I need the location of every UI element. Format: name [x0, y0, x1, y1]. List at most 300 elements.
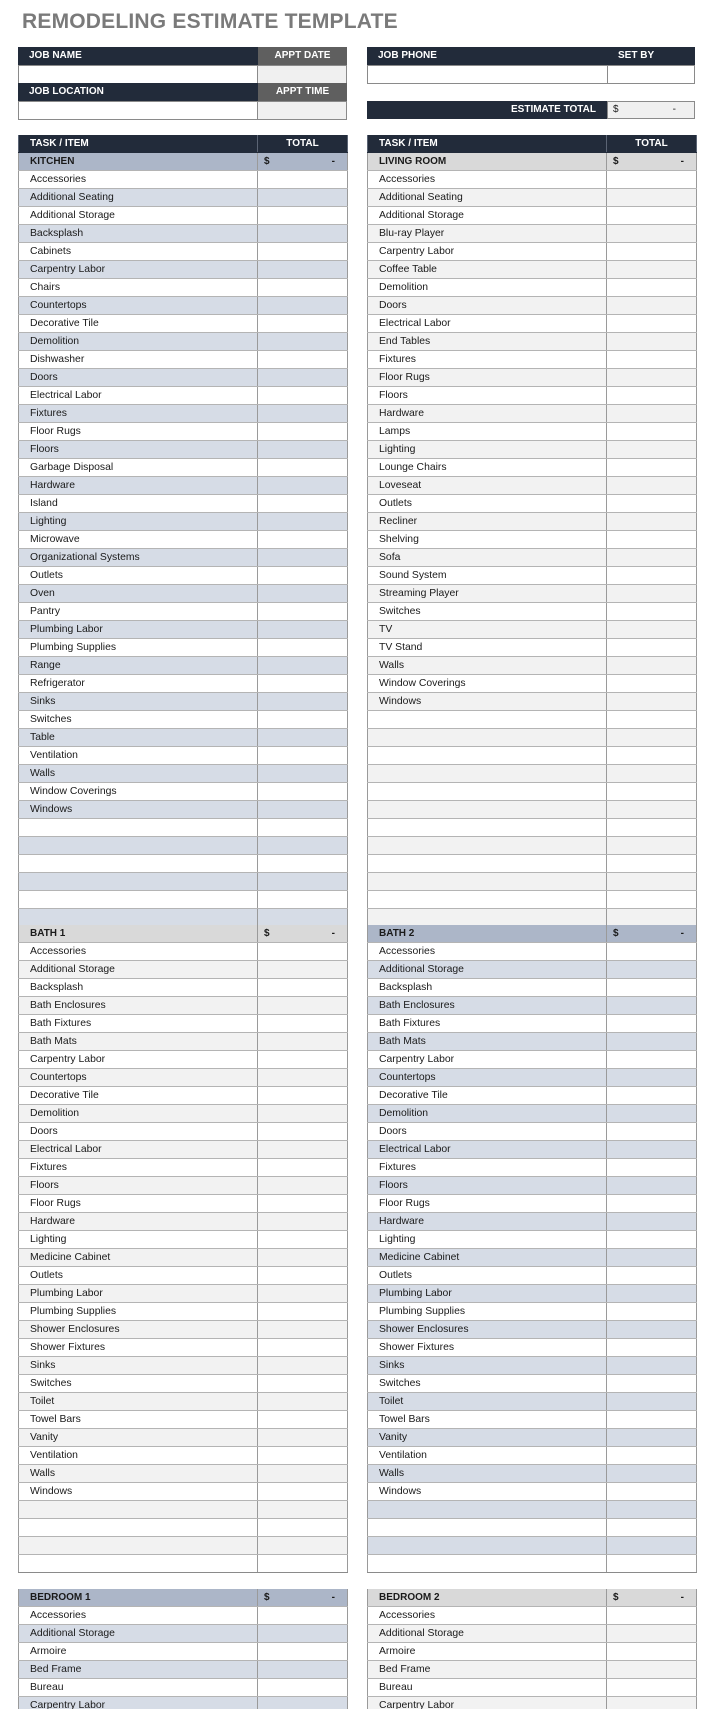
appt-date-field[interactable] — [257, 65, 347, 84]
item-name-cell[interactable] — [367, 837, 607, 854]
item-total-cell[interactable] — [258, 675, 348, 692]
item-name-cell[interactable]: Carpentry Labor — [18, 261, 258, 278]
item-name-cell[interactable] — [367, 891, 607, 908]
item-total-cell[interactable] — [607, 693, 697, 710]
item-name-cell[interactable] — [367, 873, 607, 890]
item-total-cell[interactable] — [607, 1087, 697, 1104]
item-total-cell[interactable] — [607, 979, 697, 996]
item-total-cell[interactable] — [607, 1519, 697, 1536]
item-total-cell[interactable] — [607, 351, 697, 368]
item-name-cell[interactable]: Doors — [367, 297, 607, 314]
item-name-cell[interactable]: Backsplash — [18, 225, 258, 242]
item-total-cell[interactable] — [258, 459, 348, 476]
item-total-cell[interactable] — [607, 1285, 697, 1302]
item-total-cell[interactable] — [258, 801, 348, 818]
item-total-cell[interactable] — [258, 1033, 348, 1050]
item-total-cell[interactable] — [258, 279, 348, 296]
item-total-cell[interactable] — [607, 819, 697, 836]
item-total-cell[interactable] — [607, 1195, 697, 1212]
item-total-cell[interactable] — [607, 747, 697, 764]
item-name-cell[interactable]: Toilet — [367, 1393, 607, 1410]
item-name-cell[interactable] — [367, 801, 607, 818]
item-name-cell[interactable]: Backsplash — [367, 979, 607, 996]
item-name-cell[interactable] — [367, 1555, 607, 1572]
item-total-cell[interactable] — [258, 855, 348, 872]
item-total-cell[interactable] — [607, 225, 697, 242]
item-name-cell[interactable]: Medicine Cabinet — [367, 1249, 607, 1266]
item-name-cell[interactable]: Windows — [367, 1483, 607, 1500]
item-total-cell[interactable] — [258, 1375, 348, 1392]
item-total-cell[interactable] — [607, 1267, 697, 1284]
item-name-cell[interactable]: Streaming Player — [367, 585, 607, 602]
item-name-cell[interactable]: Loveseat — [367, 477, 607, 494]
item-total-cell[interactable] — [607, 585, 697, 602]
item-name-cell[interactable]: Doors — [367, 1123, 607, 1140]
item-name-cell[interactable]: End Tables — [367, 333, 607, 350]
item-name-cell[interactable]: Lighting — [18, 1231, 258, 1248]
item-name-cell[interactable]: Plumbing Labor — [18, 1285, 258, 1302]
item-total-cell[interactable] — [258, 477, 348, 494]
item-name-cell[interactable] — [367, 855, 607, 872]
item-total-cell[interactable] — [258, 1501, 348, 1518]
item-total-cell[interactable] — [607, 1429, 697, 1446]
item-total-cell[interactable] — [258, 873, 348, 890]
item-total-cell[interactable] — [258, 1267, 348, 1284]
item-total-cell[interactable] — [258, 621, 348, 638]
item-total-cell[interactable] — [607, 1679, 697, 1696]
item-name-cell[interactable]: Ventilation — [18, 747, 258, 764]
item-total-cell[interactable] — [607, 1501, 697, 1518]
item-total-cell[interactable] — [258, 711, 348, 728]
item-name-cell[interactable]: Blu-ray Player — [367, 225, 607, 242]
item-total-cell[interactable] — [258, 961, 348, 978]
item-name-cell[interactable]: Doors — [18, 1123, 258, 1140]
item-name-cell[interactable] — [367, 783, 607, 800]
item-total-cell[interactable] — [258, 549, 348, 566]
item-total-cell[interactable] — [258, 423, 348, 440]
item-total-cell[interactable] — [258, 1447, 348, 1464]
item-name-cell[interactable]: Sinks — [18, 1357, 258, 1374]
item-name-cell[interactable]: Decorative Tile — [18, 315, 258, 332]
item-name-cell[interactable] — [18, 1519, 258, 1536]
item-name-cell[interactable]: Fixtures — [367, 351, 607, 368]
item-total-cell[interactable] — [258, 405, 348, 422]
item-name-cell[interactable]: Floors — [367, 1177, 607, 1194]
item-name-cell[interactable]: Shower Enclosures — [18, 1321, 258, 1338]
item-name-cell[interactable]: Demolition — [367, 1105, 607, 1122]
item-total-cell[interactable] — [607, 531, 697, 548]
item-name-cell[interactable]: Floor Rugs — [367, 1195, 607, 1212]
item-name-cell[interactable]: Demolition — [18, 333, 258, 350]
item-name-cell[interactable]: Lighting — [367, 441, 607, 458]
item-name-cell[interactable]: Accessories — [18, 943, 258, 960]
item-total-cell[interactable] — [607, 1625, 697, 1642]
item-total-cell[interactable] — [607, 855, 697, 872]
item-total-cell[interactable] — [258, 1697, 348, 1709]
item-total-cell[interactable] — [607, 1411, 697, 1428]
item-total-cell[interactable] — [607, 315, 697, 332]
item-total-cell[interactable] — [258, 1625, 348, 1642]
item-total-cell[interactable] — [258, 1661, 348, 1678]
item-name-cell[interactable]: Switches — [18, 1375, 258, 1392]
item-total-cell[interactable] — [607, 909, 697, 926]
item-name-cell[interactable]: Sinks — [367, 1357, 607, 1374]
item-total-cell[interactable] — [607, 1213, 697, 1230]
item-total-cell[interactable] — [258, 979, 348, 996]
item-total-cell[interactable] — [258, 1429, 348, 1446]
item-name-cell[interactable]: Floor Rugs — [18, 1195, 258, 1212]
item-total-cell[interactable] — [258, 1159, 348, 1176]
item-total-cell[interactable] — [607, 1697, 697, 1709]
item-total-cell[interactable] — [258, 1483, 348, 1500]
item-name-cell[interactable]: Plumbing Supplies — [18, 639, 258, 656]
item-name-cell[interactable]: Window Coverings — [367, 675, 607, 692]
item-name-cell[interactable] — [18, 1555, 258, 1572]
item-total-cell[interactable] — [607, 1661, 697, 1678]
item-name-cell[interactable]: TV — [367, 621, 607, 638]
item-total-cell[interactable] — [607, 333, 697, 350]
item-name-cell[interactable]: Additional Storage — [367, 1625, 607, 1642]
item-name-cell[interactable]: Hardware — [367, 405, 607, 422]
item-total-cell[interactable] — [607, 1069, 697, 1086]
item-name-cell[interactable]: Hardware — [367, 1213, 607, 1230]
item-total-cell[interactable] — [258, 261, 348, 278]
item-name-cell[interactable]: Hardware — [18, 1213, 258, 1230]
item-total-cell[interactable] — [258, 531, 348, 548]
item-total-cell[interactable] — [258, 1213, 348, 1230]
item-name-cell[interactable]: Countertops — [367, 1069, 607, 1086]
item-total-cell[interactable] — [607, 243, 697, 260]
item-name-cell[interactable] — [367, 909, 607, 926]
job-location-field[interactable] — [18, 101, 258, 120]
item-total-cell[interactable] — [607, 621, 697, 638]
item-total-cell[interactable] — [258, 1069, 348, 1086]
item-total-cell[interactable] — [607, 1357, 697, 1374]
item-name-cell[interactable]: Shower Fixtures — [18, 1339, 258, 1356]
item-name-cell[interactable]: Additional Storage — [18, 1625, 258, 1642]
item-name-cell[interactable]: Floors — [367, 387, 607, 404]
item-total-cell[interactable] — [607, 1393, 697, 1410]
item-name-cell[interactable]: Sinks — [18, 693, 258, 710]
item-total-cell[interactable] — [258, 1141, 348, 1158]
item-total-cell[interactable] — [607, 873, 697, 890]
item-total-cell[interactable] — [607, 189, 697, 206]
item-total-cell[interactable] — [258, 909, 348, 926]
item-name-cell[interactable]: Electrical Labor — [18, 1141, 258, 1158]
item-name-cell[interactable]: Oven — [18, 585, 258, 602]
item-total-cell[interactable] — [258, 819, 348, 836]
item-name-cell[interactable]: Hardware — [18, 477, 258, 494]
item-name-cell[interactable]: Accessories — [367, 943, 607, 960]
item-total-cell[interactable] — [607, 1159, 697, 1176]
item-total-cell[interactable] — [258, 1123, 348, 1140]
item-total-cell[interactable] — [258, 1519, 348, 1536]
item-name-cell[interactable]: Lounge Chairs — [367, 459, 607, 476]
item-total-cell[interactable] — [607, 441, 697, 458]
item-name-cell[interactable]: Ventilation — [367, 1447, 607, 1464]
item-name-cell[interactable]: Floor Rugs — [367, 369, 607, 386]
item-total-cell[interactable] — [258, 1231, 348, 1248]
item-total-cell[interactable] — [607, 1339, 697, 1356]
item-name-cell[interactable]: Walls — [367, 1465, 607, 1482]
item-name-cell[interactable]: Windows — [18, 801, 258, 818]
item-name-cell[interactable]: Switches — [367, 1375, 607, 1392]
item-name-cell[interactable]: Plumbing Labor — [18, 621, 258, 638]
set-by-field[interactable] — [607, 65, 695, 84]
item-name-cell[interactable]: Carpentry Labor — [367, 1697, 607, 1709]
item-total-cell[interactable] — [607, 1375, 697, 1392]
item-name-cell[interactable]: Cabinets — [18, 243, 258, 260]
item-total-cell[interactable] — [258, 1285, 348, 1302]
item-total-cell[interactable] — [258, 1105, 348, 1122]
item-name-cell[interactable]: Accessories — [367, 1607, 607, 1624]
item-name-cell[interactable]: Lighting — [367, 1231, 607, 1248]
item-total-cell[interactable] — [258, 1015, 348, 1032]
item-name-cell[interactable]: Demolition — [367, 279, 607, 296]
item-name-cell[interactable]: Additional Seating — [18, 189, 258, 206]
item-total-cell[interactable] — [607, 765, 697, 782]
item-name-cell[interactable]: Shower Enclosures — [367, 1321, 607, 1338]
item-total-cell[interactable] — [258, 1177, 348, 1194]
item-name-cell[interactable]: Coffee Table — [367, 261, 607, 278]
item-name-cell[interactable]: Bureau — [18, 1679, 258, 1696]
item-name-cell[interactable] — [367, 1537, 607, 1554]
item-total-cell[interactable] — [258, 729, 348, 746]
item-name-cell[interactable] — [367, 747, 607, 764]
item-name-cell[interactable]: Bed Frame — [18, 1661, 258, 1678]
item-name-cell[interactable]: Carpentry Labor — [18, 1051, 258, 1068]
appt-time-field[interactable] — [257, 101, 347, 120]
item-name-cell[interactable]: Walls — [18, 1465, 258, 1482]
item-total-cell[interactable] — [258, 171, 348, 188]
item-name-cell[interactable] — [18, 855, 258, 872]
item-name-cell[interactable]: Vanity — [367, 1429, 607, 1446]
job-name-field[interactable] — [18, 65, 258, 84]
item-name-cell[interactable]: Bath Fixtures — [367, 1015, 607, 1032]
item-total-cell[interactable] — [258, 1249, 348, 1266]
item-total-cell[interactable] — [258, 351, 348, 368]
item-total-cell[interactable] — [258, 315, 348, 332]
item-name-cell[interactable]: Switches — [18, 711, 258, 728]
item-total-cell[interactable] — [258, 997, 348, 1014]
item-name-cell[interactable]: Accessories — [367, 171, 607, 188]
item-total-cell[interactable] — [607, 477, 697, 494]
item-name-cell[interactable]: Carpentry Labor — [367, 1051, 607, 1068]
item-name-cell[interactable]: Demolition — [18, 1105, 258, 1122]
item-name-cell[interactable]: Windows — [18, 1483, 258, 1500]
item-total-cell[interactable] — [607, 1607, 697, 1624]
item-total-cell[interactable] — [607, 1231, 697, 1248]
item-name-cell[interactable] — [367, 1501, 607, 1518]
item-name-cell[interactable]: Decorative Tile — [367, 1087, 607, 1104]
item-total-cell[interactable] — [607, 1643, 697, 1660]
item-name-cell[interactable]: Bureau — [367, 1679, 607, 1696]
item-name-cell[interactable]: Bath Enclosures — [18, 997, 258, 1014]
item-name-cell[interactable]: Outlets — [367, 1267, 607, 1284]
item-total-cell[interactable] — [607, 1303, 697, 1320]
item-name-cell[interactable] — [18, 819, 258, 836]
item-total-cell[interactable] — [258, 297, 348, 314]
item-total-cell[interactable] — [258, 189, 348, 206]
item-name-cell[interactable] — [367, 711, 607, 728]
item-name-cell[interactable]: Additional Storage — [367, 207, 607, 224]
item-total-cell[interactable] — [258, 1195, 348, 1212]
item-name-cell[interactable]: Bath Mats — [18, 1033, 258, 1050]
item-total-cell[interactable] — [258, 1607, 348, 1624]
item-name-cell[interactable]: Outlets — [18, 1267, 258, 1284]
item-name-cell[interactable]: Electrical Labor — [367, 315, 607, 332]
item-name-cell[interactable]: Window Coverings — [18, 783, 258, 800]
item-name-cell[interactable]: Walls — [18, 765, 258, 782]
item-total-cell[interactable] — [258, 1357, 348, 1374]
item-total-cell[interactable] — [607, 279, 697, 296]
item-name-cell[interactable] — [18, 891, 258, 908]
item-name-cell[interactable]: Floors — [18, 1177, 258, 1194]
item-total-cell[interactable] — [607, 657, 697, 674]
item-name-cell[interactable]: Decorative Tile — [18, 1087, 258, 1104]
item-name-cell[interactable]: Floors — [18, 441, 258, 458]
item-total-cell[interactable] — [607, 837, 697, 854]
item-name-cell[interactable]: Organizational Systems — [18, 549, 258, 566]
item-name-cell[interactable]: Walls — [367, 657, 607, 674]
item-total-cell[interactable] — [607, 261, 697, 278]
item-total-cell[interactable] — [258, 603, 348, 620]
item-name-cell[interactable]: Countertops — [18, 1069, 258, 1086]
item-total-cell[interactable] — [607, 405, 697, 422]
item-total-cell[interactable] — [258, 657, 348, 674]
item-total-cell[interactable] — [258, 1051, 348, 1068]
item-name-cell[interactable]: Ventilation — [18, 1447, 258, 1464]
item-name-cell[interactable]: Additional Storage — [367, 961, 607, 978]
item-total-cell[interactable] — [607, 369, 697, 386]
item-total-cell[interactable] — [258, 639, 348, 656]
item-name-cell[interactable]: Floor Rugs — [18, 423, 258, 440]
item-name-cell[interactable]: Recliner — [367, 513, 607, 530]
item-name-cell[interactable]: Bath Enclosures — [367, 997, 607, 1014]
item-total-cell[interactable] — [258, 567, 348, 584]
item-name-cell[interactable]: Switches — [367, 603, 607, 620]
item-name-cell[interactable]: Refrigerator — [18, 675, 258, 692]
item-total-cell[interactable] — [607, 961, 697, 978]
item-total-cell[interactable] — [607, 423, 697, 440]
item-total-cell[interactable] — [258, 1321, 348, 1338]
item-total-cell[interactable] — [607, 459, 697, 476]
item-name-cell[interactable]: Range — [18, 657, 258, 674]
item-name-cell[interactable]: Chairs — [18, 279, 258, 296]
item-name-cell[interactable]: Electrical Labor — [367, 1141, 607, 1158]
item-name-cell[interactable]: Armoire — [18, 1643, 258, 1660]
item-total-cell[interactable] — [607, 1321, 697, 1338]
item-name-cell[interactable]: TV Stand — [367, 639, 607, 656]
item-total-cell[interactable] — [607, 891, 697, 908]
job-phone-field[interactable] — [367, 65, 608, 84]
item-name-cell[interactable]: Bed Frame — [367, 1661, 607, 1678]
item-total-cell[interactable] — [258, 1643, 348, 1660]
item-total-cell[interactable] — [258, 891, 348, 908]
item-total-cell[interactable] — [258, 1303, 348, 1320]
item-name-cell[interactable]: Towel Bars — [367, 1411, 607, 1428]
item-total-cell[interactable] — [607, 783, 697, 800]
item-name-cell[interactable]: Plumbing Labor — [367, 1285, 607, 1302]
item-total-cell[interactable] — [258, 243, 348, 260]
item-total-cell[interactable] — [258, 1339, 348, 1356]
item-total-cell[interactable] — [607, 513, 697, 530]
item-total-cell[interactable] — [258, 585, 348, 602]
item-total-cell[interactable] — [258, 369, 348, 386]
item-name-cell[interactable] — [18, 1537, 258, 1554]
item-name-cell[interactable]: Armoire — [367, 1643, 607, 1660]
item-name-cell[interactable]: Pantry — [18, 603, 258, 620]
item-name-cell[interactable]: Accessories — [18, 171, 258, 188]
item-name-cell[interactable]: Lighting — [18, 513, 258, 530]
item-name-cell[interactable]: Fixtures — [18, 1159, 258, 1176]
item-name-cell[interactable]: Accessories — [18, 1607, 258, 1624]
item-name-cell[interactable]: Vanity — [18, 1429, 258, 1446]
item-total-cell[interactable] — [258, 1537, 348, 1554]
item-total-cell[interactable] — [607, 1033, 697, 1050]
item-total-cell[interactable] — [258, 495, 348, 512]
item-name-cell[interactable]: Bath Mats — [367, 1033, 607, 1050]
item-name-cell[interactable] — [18, 909, 258, 926]
item-name-cell[interactable]: Lamps — [367, 423, 607, 440]
item-total-cell[interactable] — [607, 387, 697, 404]
item-total-cell[interactable] — [607, 603, 697, 620]
item-name-cell[interactable]: Carpentry Labor — [367, 243, 607, 260]
item-name-cell[interactable]: Towel Bars — [18, 1411, 258, 1428]
item-name-cell[interactable]: Fixtures — [367, 1159, 607, 1176]
item-total-cell[interactable] — [607, 1447, 697, 1464]
item-total-cell[interactable] — [258, 783, 348, 800]
item-total-cell[interactable] — [607, 943, 697, 960]
item-total-cell[interactable] — [258, 1679, 348, 1696]
item-name-cell[interactable]: Sofa — [367, 549, 607, 566]
item-total-cell[interactable] — [607, 549, 697, 566]
item-total-cell[interactable] — [607, 207, 697, 224]
item-total-cell[interactable] — [607, 297, 697, 314]
item-name-cell[interactable]: Dishwasher — [18, 351, 258, 368]
item-name-cell[interactable]: Plumbing Supplies — [18, 1303, 258, 1320]
item-total-cell[interactable] — [607, 1465, 697, 1482]
item-name-cell[interactable] — [367, 1519, 607, 1536]
item-total-cell[interactable] — [607, 1051, 697, 1068]
item-total-cell[interactable] — [258, 1393, 348, 1410]
item-total-cell[interactable] — [258, 513, 348, 530]
item-total-cell[interactable] — [258, 207, 348, 224]
item-name-cell[interactable] — [18, 837, 258, 854]
item-name-cell[interactable] — [367, 729, 607, 746]
item-name-cell[interactable]: Additional Storage — [18, 961, 258, 978]
item-total-cell[interactable] — [607, 567, 697, 584]
item-total-cell[interactable] — [607, 711, 697, 728]
item-name-cell[interactable]: Shelving — [367, 531, 607, 548]
item-name-cell[interactable]: Garbage Disposal — [18, 459, 258, 476]
item-total-cell[interactable] — [607, 495, 697, 512]
item-total-cell[interactable] — [607, 675, 697, 692]
item-name-cell[interactable]: Backsplash — [18, 979, 258, 996]
item-name-cell[interactable]: Electrical Labor — [18, 387, 258, 404]
item-total-cell[interactable] — [607, 1141, 697, 1158]
item-total-cell[interactable] — [258, 1411, 348, 1428]
item-total-cell[interactable] — [258, 747, 348, 764]
item-name-cell[interactable]: Bath Fixtures — [18, 1015, 258, 1032]
item-name-cell[interactable]: Microwave — [18, 531, 258, 548]
item-name-cell[interactable]: Sound System — [367, 567, 607, 584]
item-total-cell[interactable] — [607, 997, 697, 1014]
item-total-cell[interactable] — [258, 765, 348, 782]
item-total-cell[interactable] — [607, 171, 697, 188]
item-total-cell[interactable] — [258, 1465, 348, 1482]
item-name-cell[interactable]: Countertops — [18, 297, 258, 314]
